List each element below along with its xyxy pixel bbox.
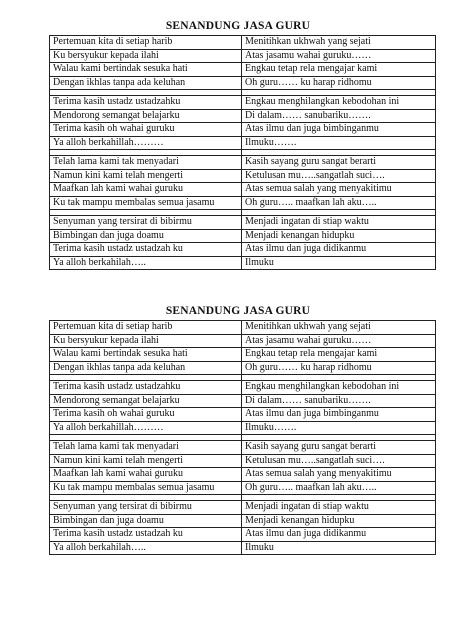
lyric-line-left: Namun kini kami telah mengerti xyxy=(50,454,242,468)
lyric-line-right: Engkau menghilangkan kebodohan ini xyxy=(242,381,436,395)
lyric-row xyxy=(50,361,436,375)
lyric-row xyxy=(50,381,436,395)
lyric-line-right: Kasih sayang guru sangat berarti xyxy=(242,156,436,170)
lyric-line-right: Menjadi ingatan di stiap waktu xyxy=(242,216,436,230)
lyric-row xyxy=(50,256,436,270)
lyric-line-right: Menitihkan ukhwah yang sejati xyxy=(242,321,436,335)
lyric-line-left: Ku tak mampu membalas semua jasamu xyxy=(50,481,242,495)
lyric-line-right: Menjadi kenangan hidupku xyxy=(242,229,436,243)
lyric-line-left: Dengan ikhlas tanpa ada keluhan xyxy=(50,361,242,375)
lyric-line-right: Oh guru…… ku harap ridhomu xyxy=(242,76,436,90)
lyric-line-right: Di dalam…… sanubariku……. xyxy=(242,394,436,408)
lyric-line-left: Telah lama kami tak menyadari xyxy=(50,156,242,170)
lyric-row xyxy=(50,468,436,482)
lyric-line-right: Ilmuku xyxy=(242,541,436,555)
song-title: SENANDUNG JASA GURU xyxy=(165,305,311,317)
song-block-2 xyxy=(49,302,427,555)
lyric-line-left: Mendorong semangat belajarku xyxy=(50,394,242,408)
lyric-line-left: Ya alloh berkahilah….. xyxy=(50,541,242,555)
lyric-row xyxy=(50,421,436,435)
lyric-row xyxy=(50,394,436,408)
lyric-line-right: Di dalam…… sanubariku……. xyxy=(242,109,436,123)
lyric-row xyxy=(50,196,436,210)
lyric-line-right: Menjadi ingatan di stiap waktu xyxy=(242,501,436,515)
lyric-line-left: Terima kasih oh wahai guruku xyxy=(50,123,242,137)
lyric-line-right: Atas ilmu dan juga bimbinganmu xyxy=(242,408,436,422)
lyric-row xyxy=(50,169,436,183)
lyric-line-right: Ketulusan mu…..sangatlah suci…. xyxy=(242,169,436,183)
lyric-row xyxy=(50,321,436,335)
lyric-line-right: Oh guru….. maafkan lah aku….. xyxy=(242,481,436,495)
lyric-row xyxy=(50,454,436,468)
lyric-line-left: Terima kasih ustadz ustadzah ku xyxy=(50,528,242,542)
lyric-line-left: Maafkan lah kami wahai guruku xyxy=(50,468,242,482)
lyric-row xyxy=(50,63,436,77)
lyric-row xyxy=(50,229,436,243)
lyric-row xyxy=(50,136,436,150)
lyric-row xyxy=(50,216,436,230)
lyric-line-right: Engkau tetap rela mengajar kami xyxy=(242,63,436,77)
lyric-row xyxy=(50,514,436,528)
song-title: SENANDUNG JASA GURU xyxy=(165,20,311,32)
lyrics-table xyxy=(49,35,436,270)
lyric-line-right: Ketulusan mu…..sangatlah suci…. xyxy=(242,454,436,468)
lyric-line-left: Pertemuan kita di setiap harib xyxy=(50,36,242,50)
lyric-line-left: Ku tak mampu membalas semua jasamu xyxy=(50,196,242,210)
lyric-line-left: Walau kami bertindak sesuka hati xyxy=(50,63,242,77)
lyric-line-right: Atas ilmu dan juga didikanmu xyxy=(242,528,436,542)
lyric-line-right: Atas jasamu wahai guruku…… xyxy=(242,49,436,63)
lyric-line-right: Ilmuku xyxy=(242,256,436,270)
lyrics-table xyxy=(49,320,436,555)
lyric-line-left: Ya alloh berkahillah……… xyxy=(50,136,242,150)
lyric-line-left: Dengan ikhlas tanpa ada keluhan xyxy=(50,76,242,90)
lyric-line-left: Ya alloh berkahillah……… xyxy=(50,421,242,435)
lyric-line-right: Atas semua salah yang menyakitimu xyxy=(242,468,436,482)
lyric-line-right: Oh guru…… ku harap ridhomu xyxy=(242,361,436,375)
lyric-line-left: Terima kasih ustadz ustadzahku xyxy=(50,381,242,395)
lyric-row xyxy=(50,441,436,455)
lyric-line-left: Pertemuan kita di setiap harib xyxy=(50,321,242,335)
lyric-line-right: Atas semua salah yang menyakitimu xyxy=(242,183,436,197)
lyric-row xyxy=(50,109,436,123)
lyric-line-left: Walau kami bertindak sesuka hati xyxy=(50,348,242,362)
lyric-line-left: Senyuman yang tersirat di bibirmu xyxy=(50,501,242,515)
lyric-row xyxy=(50,123,436,137)
lyric-line-left: Senyuman yang tersirat di bibirmu xyxy=(50,216,242,230)
lyric-row xyxy=(50,36,436,50)
lyric-row xyxy=(50,408,436,422)
lyric-line-right: Ilmuku……. xyxy=(242,136,436,150)
lyric-row xyxy=(50,541,436,555)
lyric-line-left: Mendorong semangat belajarku xyxy=(50,109,242,123)
lyric-line-right: Ilmuku……. xyxy=(242,421,436,435)
lyric-line-left: Maafkan lah kami wahai guruku xyxy=(50,183,242,197)
lyric-line-left: Telah lama kami tak menyadari xyxy=(50,441,242,455)
lyric-row xyxy=(50,76,436,90)
lyric-line-left: Ku bersyukur kepada ilahi xyxy=(50,334,242,348)
lyric-row xyxy=(50,348,436,362)
lyric-line-left: Namun kini kami telah mengerti xyxy=(50,169,242,183)
lyric-row xyxy=(50,501,436,515)
lyric-line-right: Atas jasamu wahai guruku…… xyxy=(242,334,436,348)
lyric-line-right: Menitihkan ukhwah yang sejati xyxy=(242,36,436,50)
lyric-row xyxy=(50,183,436,197)
lyric-line-left: Terima kasih ustadz ustadzahku xyxy=(50,96,242,110)
lyric-line-right: Oh guru….. maafkan lah aku….. xyxy=(242,196,436,210)
lyric-line-right: Menjadi kenangan hidupku xyxy=(242,514,436,528)
lyric-line-left: Ya alloh berkahilah….. xyxy=(50,256,242,270)
lyric-line-left: Terima kasih oh wahai guruku xyxy=(50,408,242,422)
lyric-row xyxy=(50,96,436,110)
lyric-line-right: Engkau menghilangkan kebodohan ini xyxy=(242,96,436,110)
lyric-line-right: Kasih sayang guru sangat berarti xyxy=(242,441,436,455)
lyric-line-left: Terima kasih ustadz ustadzah ku xyxy=(50,243,242,257)
lyric-line-right: Atas ilmu dan juga bimbinganmu xyxy=(242,123,436,137)
lyric-row xyxy=(50,49,436,63)
lyric-row xyxy=(50,334,436,348)
lyric-row xyxy=(50,481,436,495)
lyric-line-right: Engkau tetap rela mengajar kami xyxy=(242,348,436,362)
lyric-line-left: Ku bersyukur kepada ilahi xyxy=(50,49,242,63)
lyric-row xyxy=(50,528,436,542)
lyric-row xyxy=(50,156,436,170)
song-block-1 xyxy=(49,17,427,270)
lyric-row xyxy=(50,243,436,257)
lyric-line-right: Atas ilmu dan juga didikanmu xyxy=(242,243,436,257)
lyric-line-left: Bimbingan dan juga doamu xyxy=(50,229,242,243)
lyric-line-left: Bimbingan dan juga doamu xyxy=(50,514,242,528)
